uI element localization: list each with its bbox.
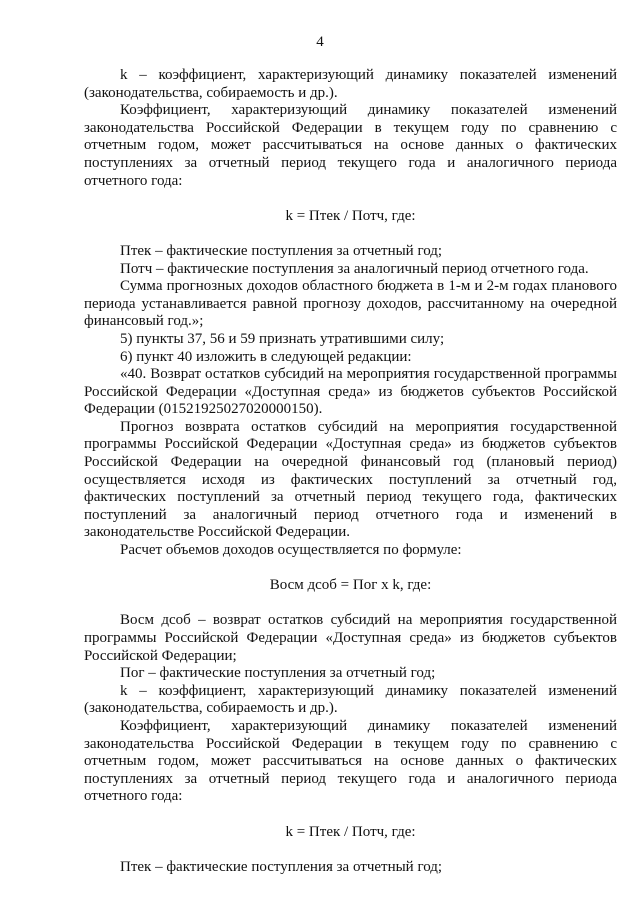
document-body <box>84 67 617 876</box>
page-number: 4 <box>316 34 324 50</box>
spacer <box>84 225 617 243</box>
paragraph: k – коэффициент, характеризующий динамику показателей изменений (законодательства, собираемость и др.). <box>84 682 617 717</box>
paragraph: Коэффициент, характеризующий динамику показателей изменений законодательства Российской Федерации в текущем году по сравнению с отчетным годом, может рассчитываться на основе данных о фактических поступлениях за отчетный период текущего года и аналогичного периода отчетного года: <box>84 717 617 805</box>
spacer <box>84 806 617 824</box>
paragraph: Коэффициент, характеризующий динамику показателей изменений законодательства Российской Федерации в текущем году по сравнению с отчетным годом, может рассчитываться на основе данных о фактических поступлениях за отчетный период текущего года и аналогичного периода отчетного года: <box>84 102 617 189</box>
paragraph: Восм дсоб – возврат остатков субсидий на мероприятия государственной программы Российской Федерации «Доступная среда» из бюджетов субъектов Российской Федерации; <box>84 612 617 664</box>
paragraph: Потч – фактические поступления за аналогичный период отчетного года. <box>120 260 589 277</box>
paragraph: Пог – фактические поступления за отчетный год; <box>120 665 436 682</box>
list-item: 6) пункт 40 изложить в следующей редакции: <box>120 348 412 365</box>
paragraph: k – коэффициент, характеризующий динамику показателей изменений (законодательства, собираемость и др.). <box>84 67 617 101</box>
formula: Восм дсоб = Пог х k, где: <box>269 577 432 594</box>
paragraph: Птек – фактические поступления за отчетный год; <box>120 242 443 259</box>
spacer <box>84 190 617 208</box>
paragraph: Прогноз возврата остатков субсидий на мероприятия государственной программы Российской Федерации «Доступная среда» из бюджетов субъектов Российской Федерации на очередной финансовый год (плановый период) осуществляется исходя из фактических поступлений за отчетный год, фактических поступлений за отчетный период текущего года, фактических поступлений за аналогичный период отчетного года и изменений в законодательстве Российской Федерации. <box>84 418 617 541</box>
paragraph: Расчет объемов доходов осуществляется по формуле: <box>120 542 462 559</box>
spacer <box>84 841 617 859</box>
paragraph: «40. Возврат остатков субсидий на мероприятия государственной программы Российской Федерации «Доступная среда» из бюджетов субъектов Российской Федерации (01521925027020000150). <box>84 366 617 418</box>
paragraph: Сумма прогнозных доходов областного бюджета в 1-м и 2-м годах планового периода устанавливается равной прогнозу доходов, рассчитанному на очередной финансовый год.»; <box>84 278 617 330</box>
spacer <box>84 560 617 578</box>
paragraph: Птек – фактические поступления за отчетный год; <box>120 858 443 875</box>
formula: k = Птек / Потч, где: <box>285 207 416 224</box>
formula: k = Птек / Потч, где: <box>285 823 416 840</box>
spacer <box>84 595 617 613</box>
list-item: 5) пункты 37, 56 и 59 признать утратившими силу; <box>120 330 445 347</box>
